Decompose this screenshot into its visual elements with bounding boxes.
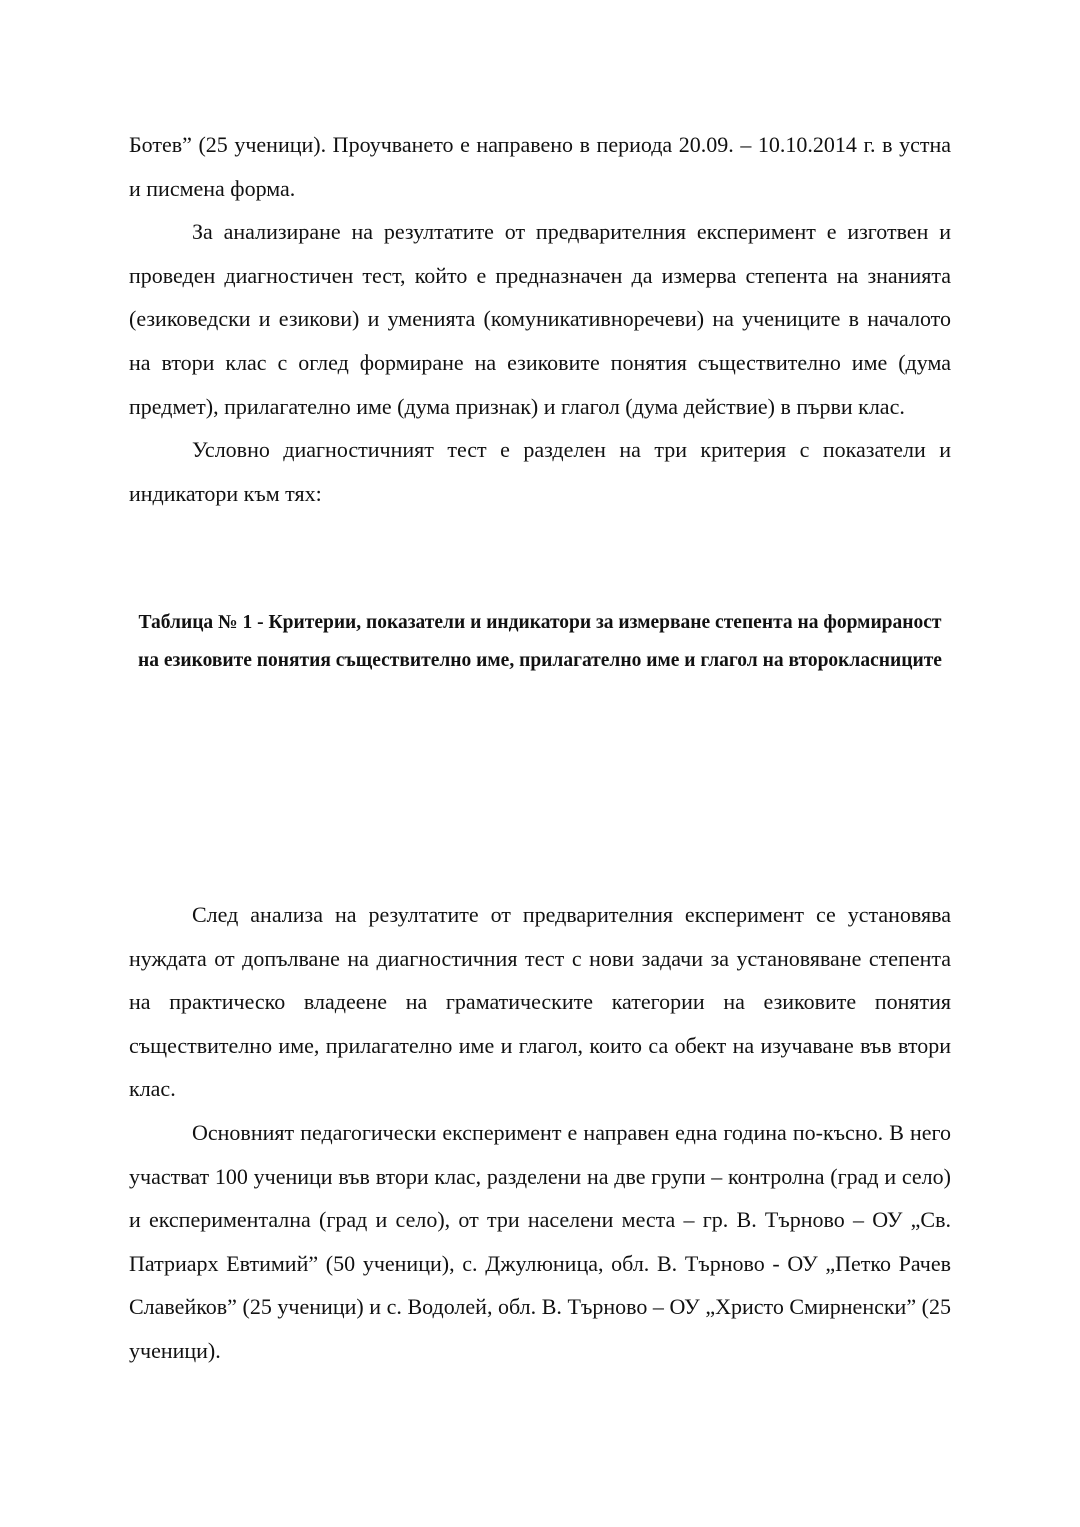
text-block-bottom [129, 893, 951, 1373]
paragraph-analysis: След анализа на резултатите от предварителния експеримент се установява нуждата от допълване на диагностичния тест с нови задачи за установяване степента на практическо владеене на граматическите категории на езиковите понятия съществително име, прилагателно име и глагол, които са обект на изучаване във втори клас. [129, 902, 951, 1102]
paragraph-criteria-intro: Условно диагностичният тест е разделен на три критерия с показатели и индикатори към тях: [129, 437, 951, 506]
paragraph-diagnostic-test: За анализиране на резултатите от предварителния експеримент е изготвен и проведен диагностичен тест, който е предназначен да измерва степента на знанията (езиковедски и езикови) и уменията (комуникативноречеви) на учениците в началото на втори клас с оглед формиране на езиковите понятия съществително име (дума предмет), прилагателно име (дума признак) и глагол (дума действие) в първи клас. [129, 219, 951, 419]
paragraph-main-experiment: Основният педагогически експеримент е направен една година по-късно. В него участват 100 ученици във втори клас, разделени на две групи – контролна (град и село) и експериментална (град и село), от три населени места – гр. В. Търново – ОУ „Св. Патриарх Евтимий” (50 ученици), с. Джулюница, обл. В. Търново - ОУ „Петко Рачев Славейков” (25 ученици) и с. Водолей, обл. В. Търново – ОУ „Христо Смирненски” (25 ученици). [129, 1119, 951, 1363]
table-caption: Таблица № 1 - Критерии, показатели и индикатори за измерване степента на формираност на езиковите понятия съществително име, прилагателно име и глагол на второкласниците [138, 612, 942, 671]
text-block-top [129, 123, 951, 515]
paragraph-continuation: Ботев” (25 ученици). Проучването е направено в периода 20.09. – 10.10.2014 г. в устна и писмена форма. [129, 132, 951, 201]
